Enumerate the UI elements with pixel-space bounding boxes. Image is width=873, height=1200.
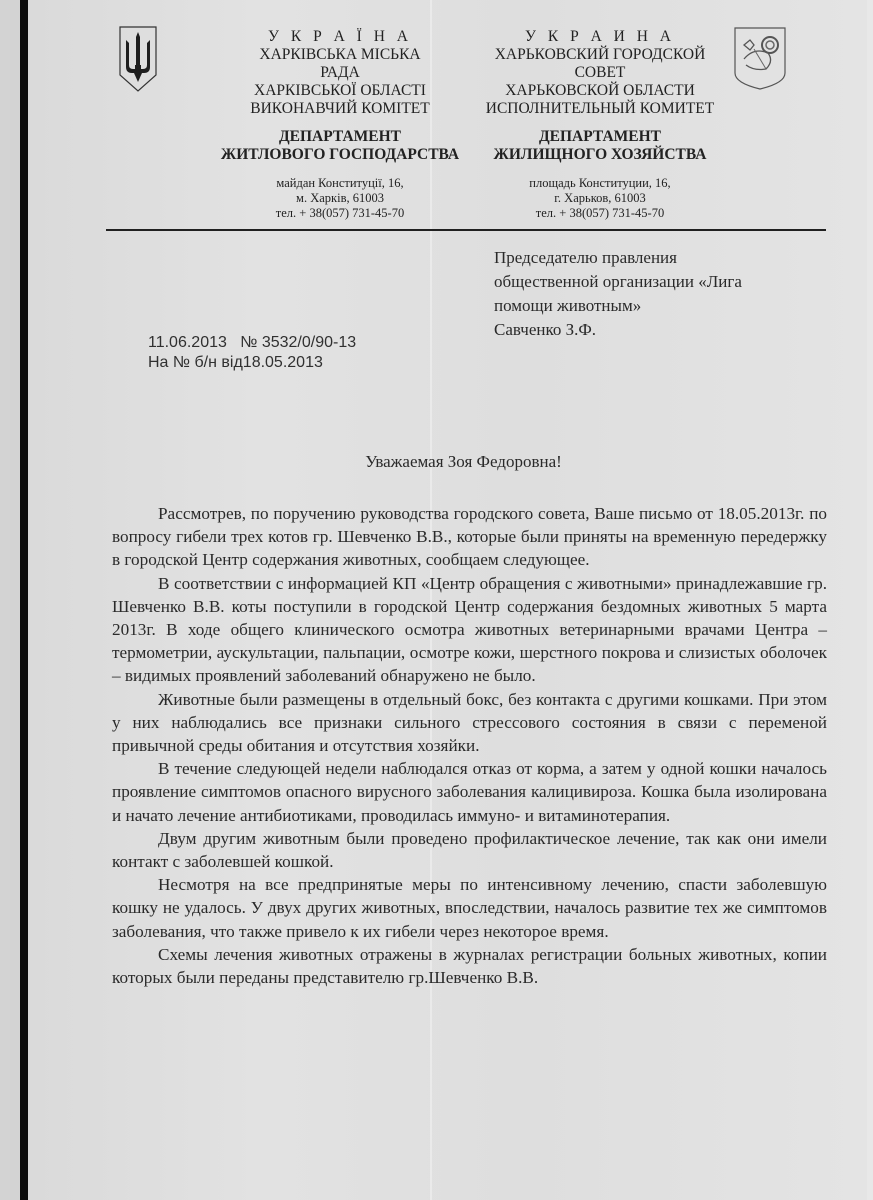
address-line: м. Харків, 61003: [296, 191, 384, 205]
department-name-ru: [470, 128, 730, 164]
org-line: СОВЕТ: [574, 64, 626, 81]
scan-margin: [0, 0, 20, 1200]
org-line: ВИКОНАВЧИЙ КОМІТЕТ: [250, 100, 430, 117]
country-name-ua: У К Р А Ї Н А: [268, 28, 412, 45]
letterhead-divider: [106, 229, 826, 231]
ukraine-trident-icon: [118, 25, 158, 93]
addressee-line: помощи животным»: [494, 296, 642, 315]
dept-line: ДЕПАРТАМЕНТ: [278, 128, 402, 145]
paragraph: Несмотря на все предпринятые меры по интенсивному лечению, спасти заболевшую кошку не удалось. У двух других животных, впоследствии, началось развитие тех же симптомов заболевания, что также привело к их гибели через некоторое время.: [112, 875, 827, 941]
addressee-block: [494, 246, 824, 342]
reference-number: На № б/н від18.05.2013: [148, 354, 323, 371]
org-line: ХАРКІВСЬКОЇ ОБЛАСТІ: [254, 82, 426, 99]
scan-right-edge: [867, 0, 873, 1200]
salutation: Уважаемая Зоя Федоровна!: [365, 452, 562, 471]
org-line: ИСПОЛНИТЕЛЬНЫЙ КОМИТЕТ: [485, 100, 715, 117]
org-line: РАДА: [320, 64, 360, 81]
outgoing-number: 11.06.2013 № 3532/0/90-13: [148, 334, 357, 351]
org-line: ХАРКІВСЬКА МІСЬКА: [259, 46, 421, 63]
address-line: площадь Конституции, 16,: [529, 176, 671, 190]
address-ru: [470, 176, 730, 221]
paragraph: Схемы лечения животных отражены в журналах регистрации больных животных, копии которых были переданы представителю гр.Шевченко В.В.: [112, 944, 827, 988]
country-name-ru: У К Р А И Н А: [525, 28, 675, 45]
phone-line: тел. + 38(057) 731-45-70: [275, 206, 405, 220]
address-ua: [215, 176, 465, 221]
phone-line: тел. + 38(057) 731-45-70: [535, 206, 665, 220]
registration-stamp: [148, 333, 356, 373]
org-line: ХАРЬКОВСКИЙ ГОРОДСКОЙ: [494, 46, 706, 63]
paragraph: Рассмотрев, по поручению руководства городского совета, Ваше письмо от 18.05.2013г. по вопросу гибели трех котов гр. Шевченко В.В., которые были приняты на временную передержку в городской Центр содержания животных, сообщаем следующее.: [112, 504, 827, 570]
letterhead-russian: [470, 28, 730, 221]
letter-body: [112, 502, 827, 989]
dept-line: ЖИТЛОВОГО ГОСПОДАРСТВА: [220, 146, 460, 163]
org-line: ХАРЬКОВСКОЙ ОБЛАСТИ: [505, 82, 695, 99]
paragraph: В течение следующей недели наблюдался отказ от корма, а затем у одной кошки началось проявление симптомов опасного вирусного заболевания калицивироза. Кошка была изолирована и начато лечение антибиотиками, проводилась иммуно- и витаминотерапия.: [112, 759, 827, 825]
dept-line: ДЕПАРТАМЕНТ: [538, 128, 662, 145]
addressee-name: Савченко З.Ф.: [494, 320, 597, 339]
department-name-ua: [215, 128, 465, 164]
dept-line: ЖИЛИЩНОГО ХОЗЯЙСТВА: [493, 146, 707, 163]
addressee-line: общественной организации «Лига: [494, 272, 742, 291]
addressee-line: Председателю правления: [494, 248, 677, 267]
address-line: майдан Конституції, 16,: [276, 176, 404, 190]
paragraph: В соответствии с информацией КП «Центр обращения с животными» принадлежавшие гр. Шевченко В.В. коты поступили в городской Центр содержания бездомных животных 5 марта 2013г. В ходе общего клинического осмотра животных ветеринарными врачами Центра – термометрии, аускультации, пальпации, осмотре кожи, шерстного покрова и слизистых оболочек – видимых проявлений заболеваний обнаружено не было.: [112, 573, 827, 686]
paragraph: Животные были размещены в отдельный бокс, без контакта с другими кошками. При этом у них наблюдались все признаки сильного стрессового состояния в связи с переменой привычной среды обитания и отсутствия хозяйки.: [112, 689, 827, 756]
kharkiv-coat-of-arms-icon: [732, 25, 788, 91]
scan-binding-edge: [20, 0, 28, 1200]
letterhead-ukrainian: [215, 28, 465, 221]
address-line: г. Харьков, 61003: [554, 191, 646, 205]
paragraph: Двум другим животным были проведено профилактическое лечение, так как они имели контакт с заболевшей кошкой.: [112, 828, 827, 872]
